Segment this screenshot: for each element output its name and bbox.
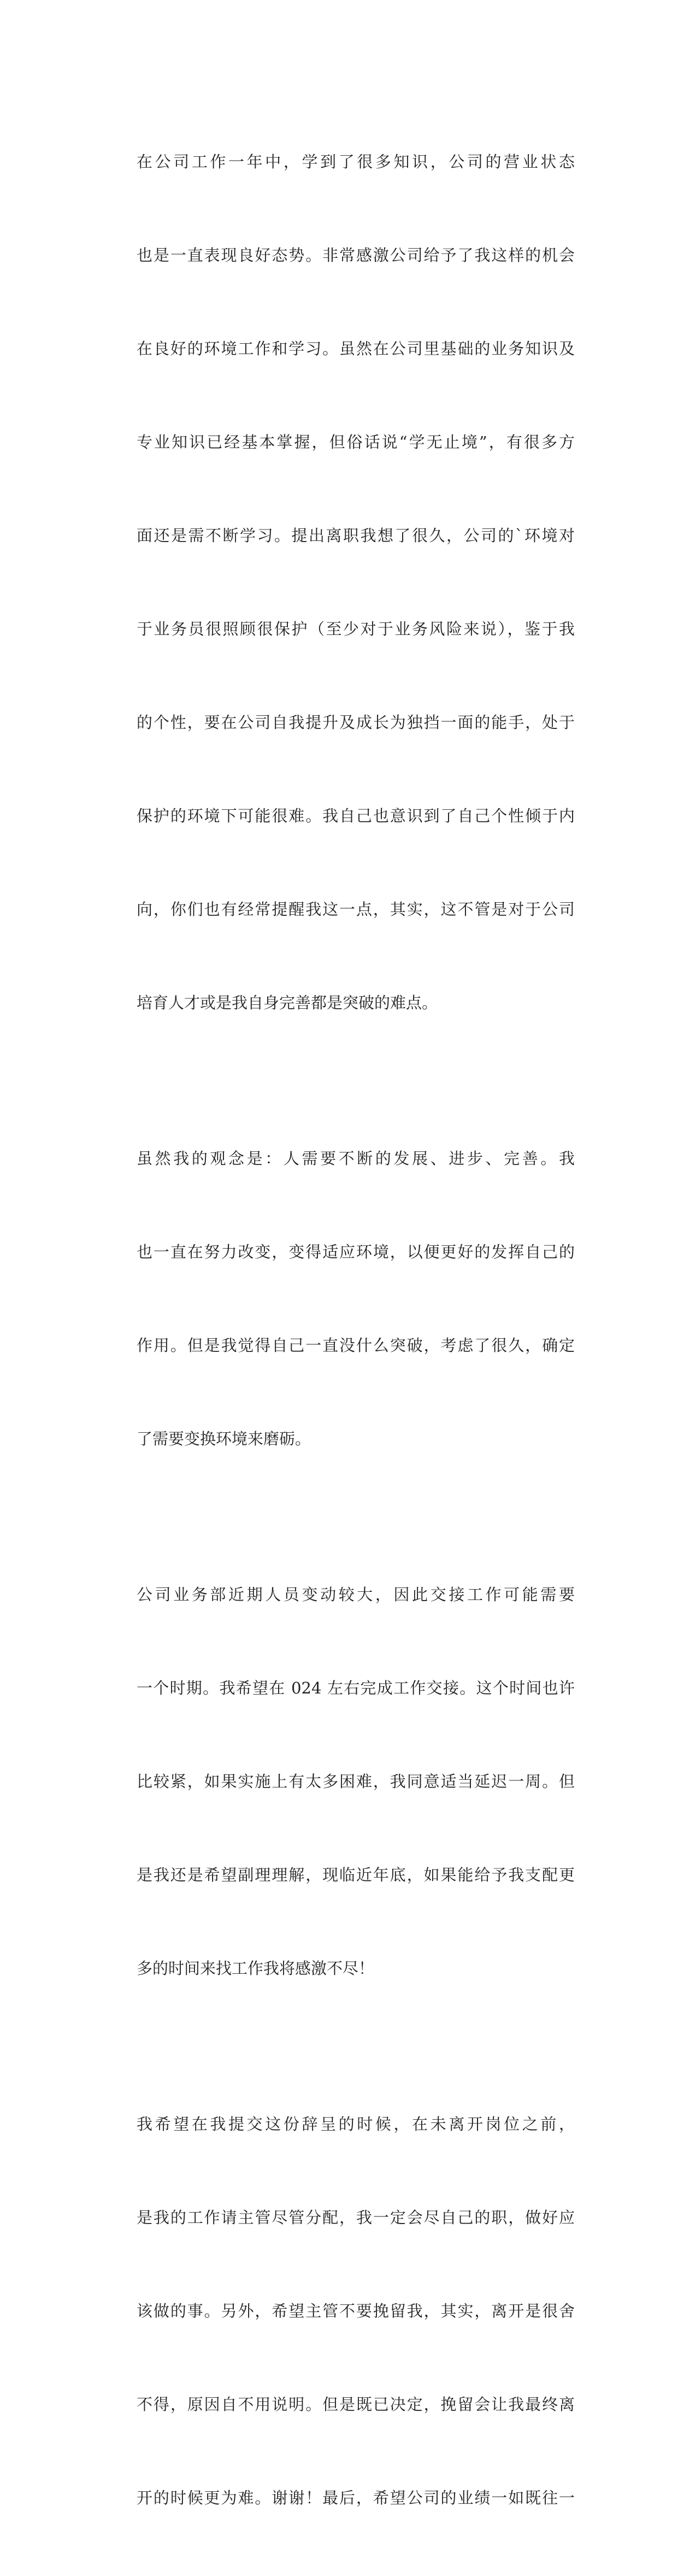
text-line: 也一直在努力改变，变得适应环境，以便更好的发挥自己的 [137, 1243, 575, 1261]
text-line: 在公司工作一年中，学到了很多知识，公司的营业状态 [137, 152, 575, 171]
text-line: 该做的事。另外，希望主管不要挽留我，其实，离开是很舍 [137, 2302, 575, 2320]
text-line: 作用。但是我觉得自己一直没什么突破，考虑了很久，确定 [137, 1336, 575, 1355]
text-line: 不得，原因自不用说明。但是既已决定，挽留会让我最终离 [137, 2395, 575, 2414]
text-line: 比较紧，如果实施上有太多困难，我同意适当延迟一周。但 [137, 1772, 575, 1791]
text-line: 多的时间来找工作我将感激不尽！ [137, 1959, 375, 1978]
text-line: 的个性，要在公司自我提升及成长为独挡一面的能手，处于 [137, 713, 575, 732]
paragraph-2 [105, 1081, 575, 1517]
text-line: 向，你们也有经常提醒我这一点，其实，这不管是对于公司 [137, 900, 575, 919]
paragraph-4 [105, 2046, 575, 2576]
text-line: 保护的环境下可能很难。我自己也意识到了自己个性倾于内 [137, 807, 575, 825]
text-line: 开的时候更为难。谢谢！最后，希望公司的业绩一如既往一 [137, 2489, 575, 2507]
text-line: 专业知识已经基本掌握，但俗话说“学无止境”，有很多方 [137, 433, 575, 451]
text-line: 于业务员很照顾很保护（至少对于业务风险来说），鉴于我 [137, 620, 575, 638]
text-line: 虽然我的观念是：人需要不断的发展、进步、完善。我 [137, 1149, 575, 1168]
text-line: 公司业务部近期人员变动较大，因此交接工作可能需要 [137, 1585, 575, 1604]
text-line: 是我还是希望副理理解，现临近年底，如果能给予我支配更 [137, 1866, 575, 1884]
text-line: 面还是需不断学习。提出离职我想了很久，公司的`环境对 [137, 526, 575, 545]
text-line: 在良好的环境工作和学习。虽然在公司里基础的业务知识及 [137, 339, 575, 358]
paragraph-3 [105, 1517, 575, 2046]
text-line: 也是一直表现良好态势。非常感激公司给予了我这样的机会 [137, 246, 575, 264]
paragraph-1 [105, 84, 575, 1081]
text-line: 是我的工作请主管尽管分配，我一定会尽自己的职，做好应 [137, 2208, 575, 2227]
text-line: 一个时期。我希望在 024 左右完成工作交接。这个时间也许 [137, 1679, 575, 1697]
text-line: 我希望在我提交这份辞呈的时候，在未离开岗位之前， [137, 2115, 575, 2133]
text-line: 培育人才或是我自身完善都是突破的难点。 [137, 993, 438, 1012]
document-body [105, 84, 575, 2576]
text-line: 了需要变换环境来磨砺。 [137, 1430, 311, 1448]
